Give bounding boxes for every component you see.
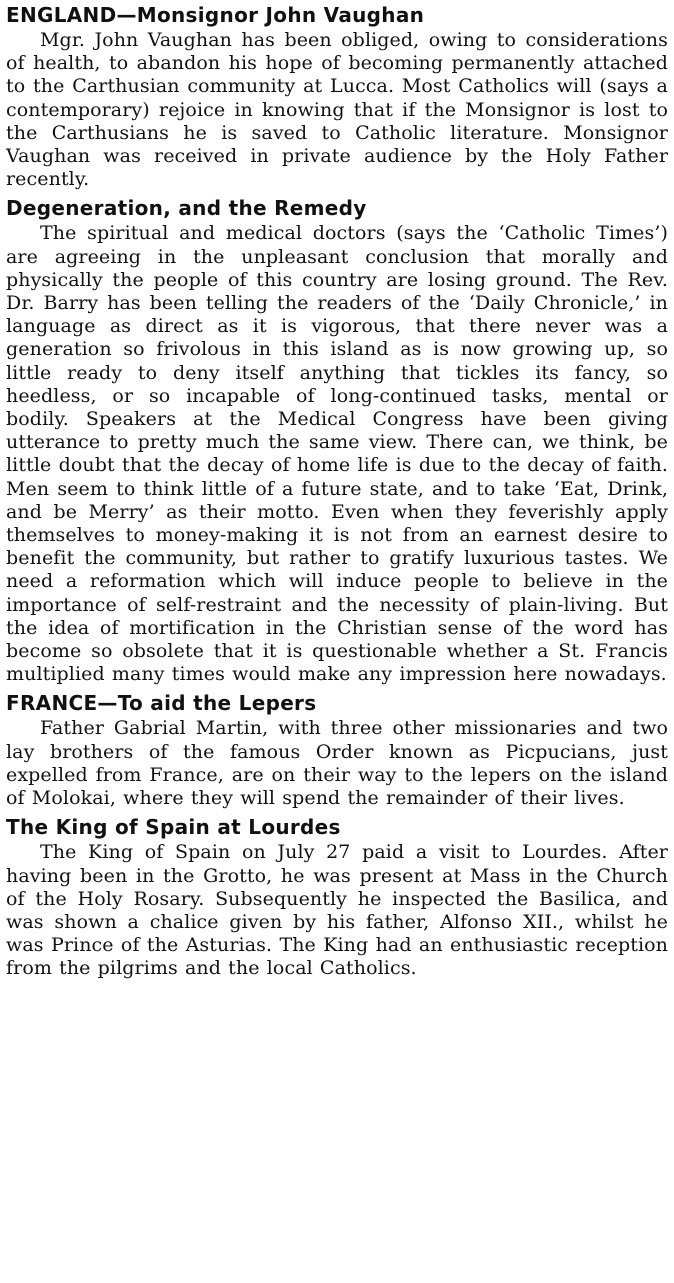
- article-england: [6, 2, 668, 191]
- article-heading: The King of Spain at Lourdes: [6, 815, 341, 840]
- article-body: Father Gabrial Martin, with three other missionaries and two lay brothers of the famous Order known as Picpucians, just expelled from France, are on their way to the lepers on the island of Molokai, where they will spend the remainder of their lives.: [6, 717, 668, 810]
- article-degeneration: [6, 195, 668, 686]
- article-france: [6, 690, 668, 810]
- article-spain: [6, 814, 668, 980]
- article-heading: Degeneration, and the Remedy: [6, 196, 367, 221]
- article-body: The King of Spain on July 27 paid a visit to Lourdes. After having been in the Grotto, he was present at Mass in the Church of the Holy Rosary. Subsequently he inspected the Basilica, and was shown a chalice given by his father, Alfonso XII., whilst he was Prince of the Asturias. The King had an enthusiastic reception from the pilgrims and the local Catholics.: [6, 841, 668, 980]
- article-heading: ENGLAND—Monsignor John Vaughan: [6, 3, 425, 27]
- article-body: Mgr. John Vaughan has been obliged, owing to considerations of health, to abandon his hope of becoming permanently attached to the Carthusian community at Lucca. Most Catholics will (says a contemporary) rejoice in knowing that if the Monsignor is lost to the Carthusians he is saved to Catholic literature. Monsignor Vaughan was received in private audience by the Holy Father recently.: [6, 29, 668, 191]
- article-body: The spiritual and medical doctors (says the ‘Catholic Times’) are agreeing in the unpleasant conclusion that morally and physically the people of this country are losing ground. The Rev. Dr. Barry has been telling the readers of the ‘Daily Chronicle,’ in language as direct as it is vigorous, that there never was a generation so frivolous in this island as is now growing up, so little ready to deny itself anything that tickles its fancy, so heedless, or so incapable of long-continued tasks, mental or bodily. Speakers at the Medical Congress have been giving utterance to pretty much the same view. There can, we think, be little doubt that the decay of home life is due to the decay of faith. Men seem to think little of a future state, and to take ‘Eat, Drink, and be Merry’ as their motto. Even when they feverishly apply themselves to money-making it is not from an earnest desire to benefit the community, but rather to gratify luxurious tastes. We need a reformation which will induce people to believe in the importance of self-restraint and the necessity of plain-living. But the idea of mortification in the Christian sense of the word has become so obsolete that it is questionable whether a St. Francis multiplied many times would make any impression here nowadays.: [6, 222, 668, 686]
- article-heading: FRANCE—To aid the Lepers: [6, 691, 317, 716]
